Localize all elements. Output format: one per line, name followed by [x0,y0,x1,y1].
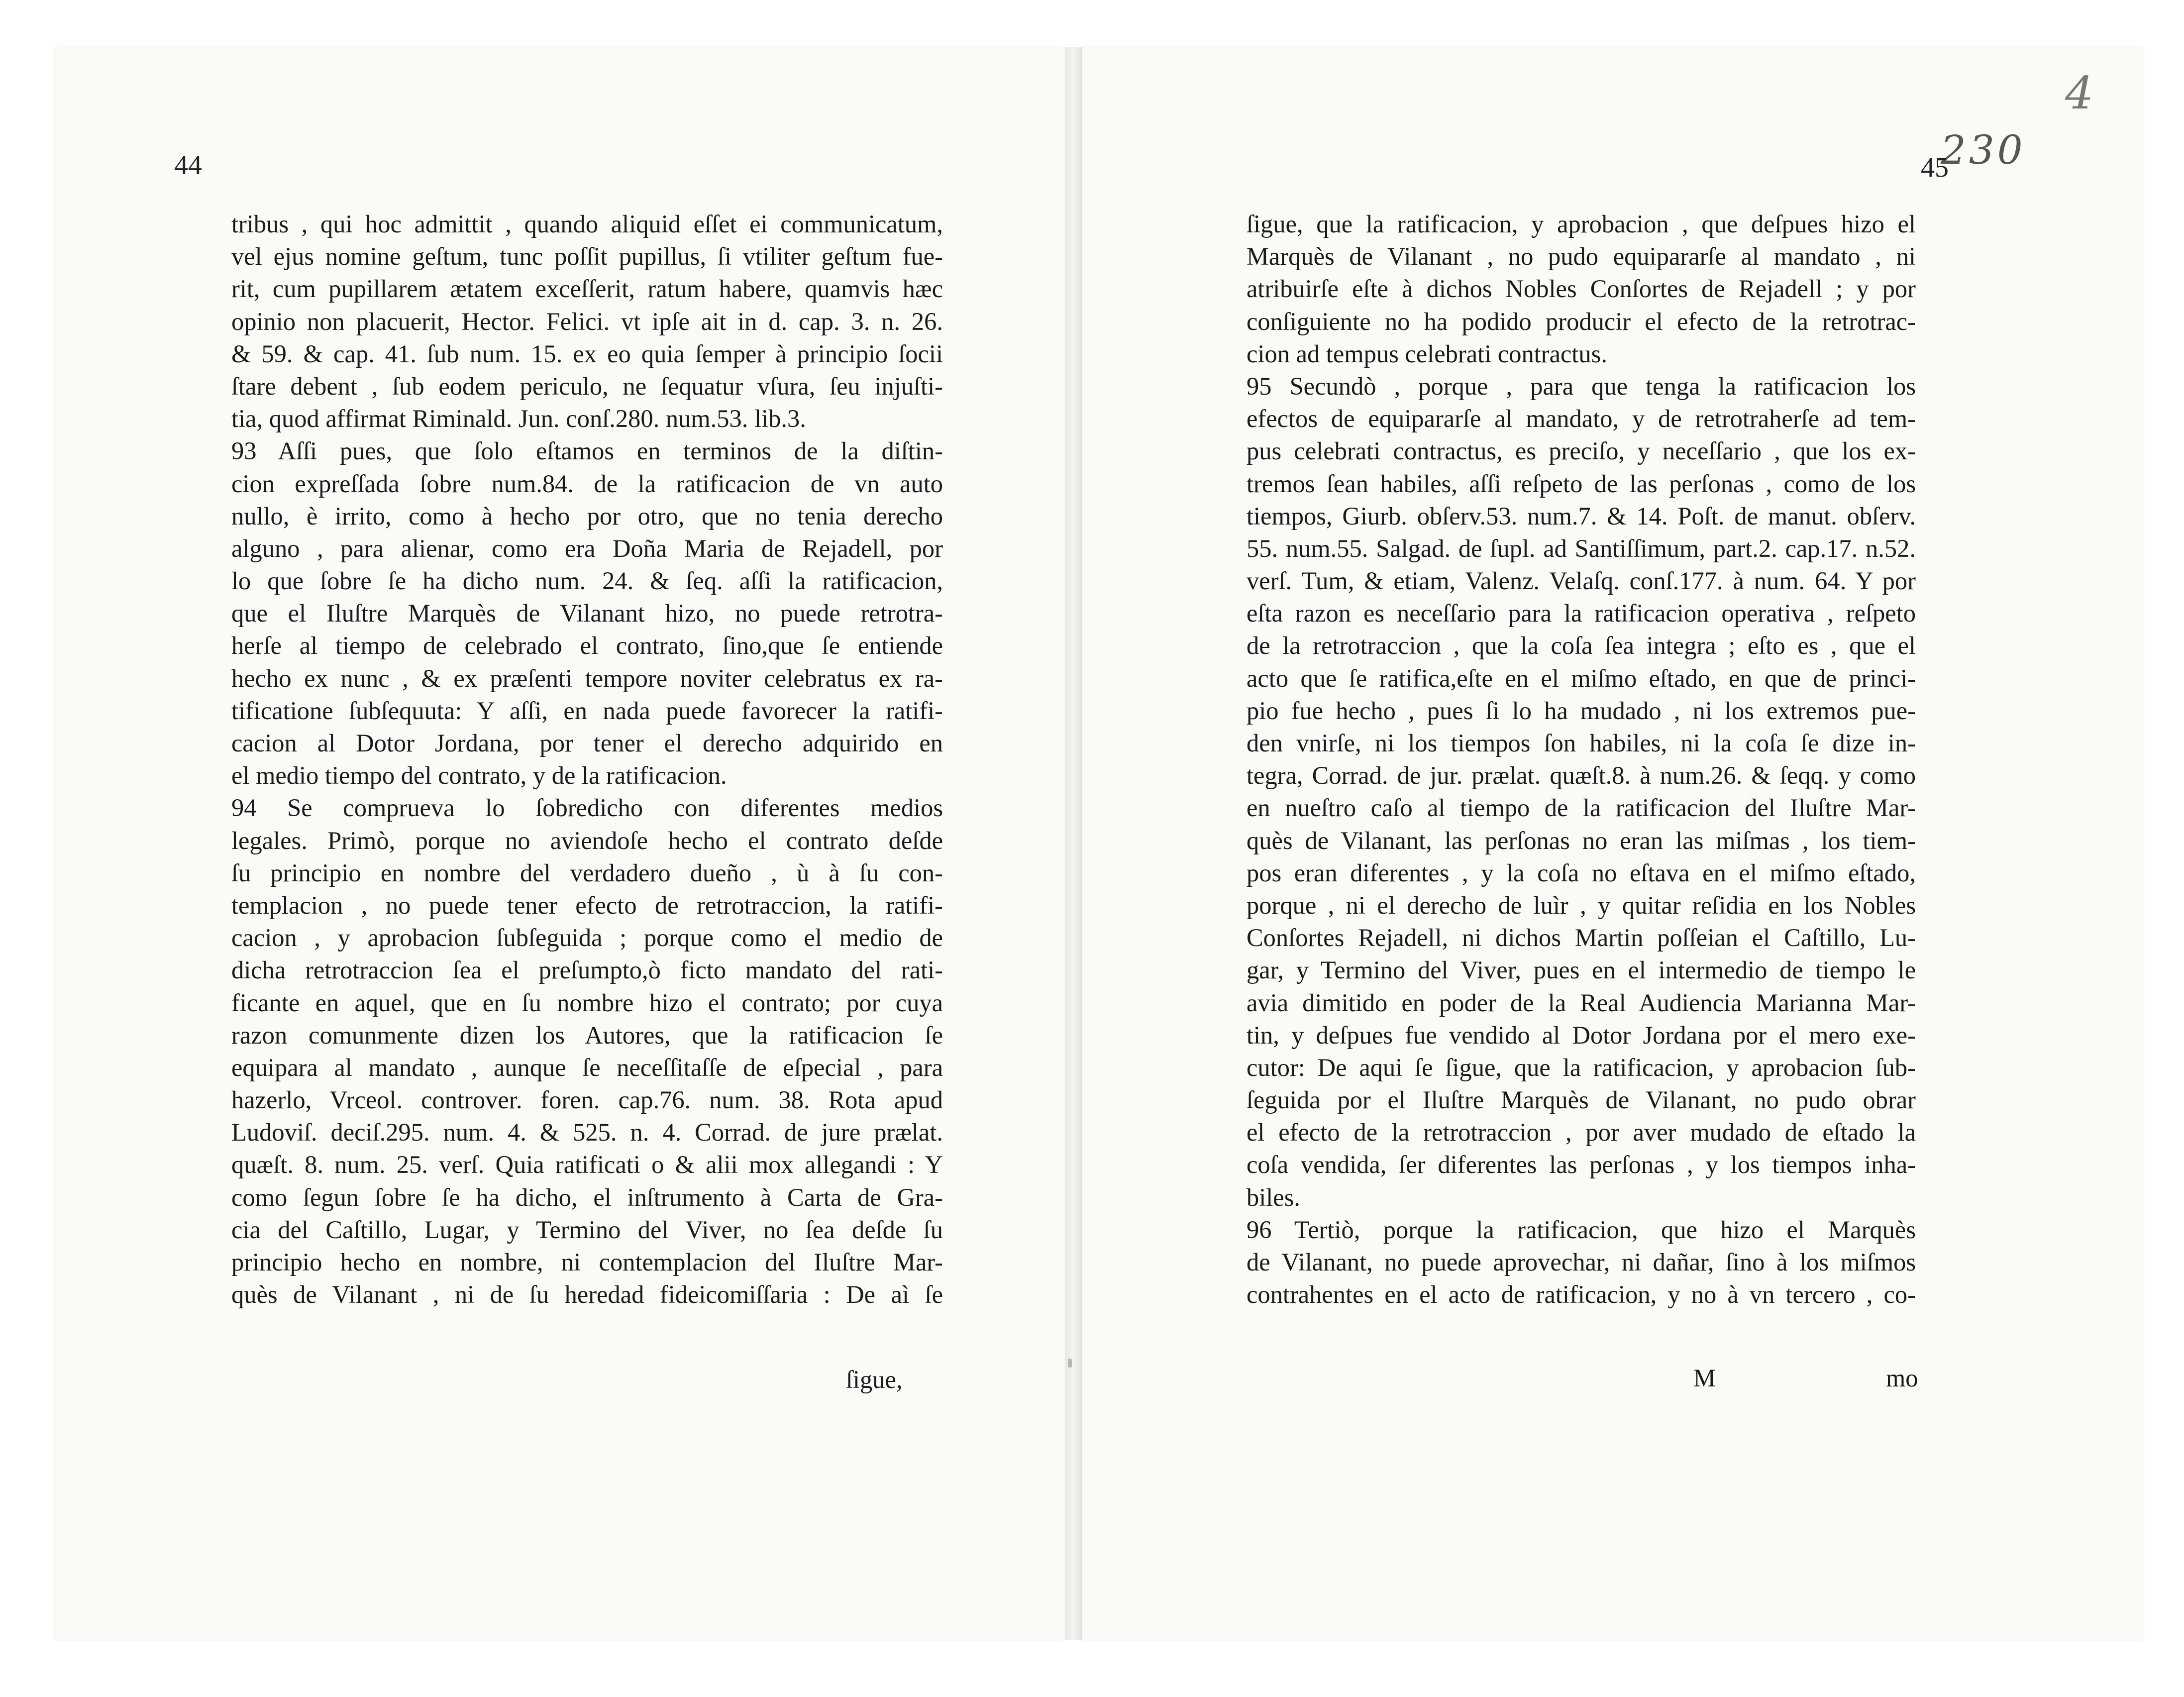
text-line: contrahentes en el acto de ratificacion, y no à vn tercero , co- [1247,1280,1916,1309]
text-line: que el Iluſtre Marquès de Vilanant hizo, no puede retrotra- [231,599,943,628]
text-line: eſta razon es neceſſario para la ratificacion operativa , reſpeto [1247,599,1916,628]
text-line: cacion , y aprobacion ſubſeguida ; porque como el medio de [231,924,943,952]
text-line: hecho ex nunc , & ex præſenti tempore noviter celebratus ex ra- [231,664,943,692]
text-line: atribuirſe eſte à dichos Nobles Conſortes de Rejadell ; y por [1247,275,1916,303]
text-line: avia dimitido en poder de la Real Audiencia Marianna Mar- [1247,988,1916,1017]
text-line: de la retrotraccion , que la coſa ſea integra ; eſto es , que el [1247,632,1916,660]
text-line: efectos de equipararſe al mandato, y de retrotraherſe ad tem- [1247,405,1916,433]
text-line: cion ad tempus celebrati contractus. [1247,339,1607,368]
text-line: tificatione ſubſequuta: Y aſſi, en nada puede favorecer la ratifi- [231,696,943,725]
text-line: ſtare debent , ſub eodem periculo, ne ſequatur vſura, ſeu injuſti- [231,372,943,400]
text-line: pos eran diferentes , y la coſa no eſtava en el miſmo eſtado, [1247,858,1916,887]
text-line: el medio tiempo del contrato, y de la ratificacion. [231,761,727,790]
text-line: tia, quod affirmat Riminald. Jun. conſ.280. num.53. lib.3. [231,405,806,433]
text-line: 94 Se comprueva lo ſobredicho con diferentes medios [231,794,943,822]
text-line: gar, y Termino del Viver, pues en el intermedio de tiempo le [1247,956,1916,984]
text-line: cion expreſſada ſobre num.84. de la ratificacion de vn auto [231,469,943,498]
text-line: tin, y deſpues fue vendido al Dotor Jordana por el mero exe- [1247,1021,1916,1049]
text-line: templacion , no puede tener efecto de retrotraccion, la ratifi- [231,891,943,919]
text-line: ſeguida por el Iluſtre Marquès de Vilanant, no pudo obrar [1247,1086,1916,1114]
text-line: biles. [1247,1183,1301,1211]
text-line: quæſt. 8. num. 25. verſ. Quia ratificati o & alii mox allegandi : Y [231,1151,943,1179]
text-line: rit, cum pupillarem ætatem exceſſerit, ratum habere, quamvis hæc [231,275,943,303]
right-page-number: 45 [1921,152,1949,183]
text-line: & 59. & cap. 41. ſub num. 15. ex eo quia ſemper à principio ſocii [231,339,943,368]
text-line: ficante en aquel, que en ſu nombre hizo el contrato; por cuya [231,988,943,1017]
left-catchword: ſigue, [846,1366,903,1393]
handwritten-corner-mark: 4 [2065,67,2097,119]
text-line: ſigue, que la ratificacion, y aprobacion , que deſpues hizo el [1247,210,1916,238]
text-line: coſa vendida, ſer diferentes las perſonas , y los tiempos inha- [1247,1151,1916,1179]
text-line: nullo, è irrito, como à hecho por otro, que no tenia derecho [231,502,943,530]
text-line: de Vilanant, no puede aprovechar, ni dañar, ſino à los miſmos [1247,1248,1916,1276]
text-line: vel ejus nomine geſtum, tunc poſſit pupillus, ſi vtiliter geſtum fue- [231,242,943,271]
text-line: en nueſtro caſo al tiempo de la ratificacion del Iluſtre Mar- [1247,794,1916,822]
text-line: legales. Primò, porque no aviendoſe hecho el contrato deſde [231,826,943,854]
text-line: verſ. Tum, & etiam, Valenz. Velaſq. conſ.177. à num. 64. Y por [1247,567,1916,595]
text-line: equipara al mandato , aunque ſe neceſſitaſſe de eſpecial , para [231,1053,943,1081]
left-page-text [231,208,943,1311]
text-line: 93 Aſſi pues, que ſolo eſtamos en terminos de la diſtin- [231,437,943,465]
text-line: quès de Vilanant, las perſonas no eran las miſmas , los tiem- [1247,826,1916,854]
left-page-number: 44 [174,150,202,181]
text-line: conſiguiente no ha podido producir el efecto de la retrotrac- [1247,307,1916,335]
book-gutter [1065,47,1082,1640]
text-line: Conſortes Rejadell, ni dichos Martin poſſeian el Caſtillo, Lu- [1247,924,1916,952]
text-line: como ſegun ſobre ſe ha dicho, el inſtrumento à Carta de Gra- [231,1183,943,1211]
text-line: alguno , para alienar, como era Doña Maria de Rejadell, por [231,534,943,562]
text-line: razon comunmente dizen los Autores, que la ratificacion ſe [231,1021,943,1049]
text-line: tremos ſean habiles, aſſi reſpeto de las perſonas , como de los [1247,469,1916,498]
text-line: tribus , qui hoc admittit , quando aliquid eſſet ei communicatum, [231,210,943,238]
text-line: ſu principio en nombre del verdadero dueño , ù à ſu con- [231,858,943,887]
text-line: principio hecho en nombre, ni contemplacion del Iluſtre Mar- [231,1248,943,1276]
right-catchword: mo [1886,1364,1918,1392]
text-line: den vnirſe, ni los tiempos ſon habiles, ni la coſa ſe dize in- [1247,729,1916,757]
text-line: dicha retrotraccion ſea el preſumpto,ò ficto mandato del rati- [231,956,943,984]
text-line: pus celebrati contractus, es preciſo, y neceſſario , que los ex- [1247,437,1916,465]
text-line: acto que ſe ratifica,eſte en el miſmo eſtado, en que de princi- [1247,664,1916,692]
handwritten-folio-number: 230 [1941,127,2026,173]
binding-mark [1068,1359,1072,1368]
text-line: 96 Tertiò, porque la ratificacion, que hizo el Marquès [1247,1215,1916,1244]
text-line: 95 Secundò , porque , para que tenga la ratificacion los [1247,372,1916,400]
signature-mark: M [1693,1364,1716,1392]
text-line: herſe al tiempo de celebrado el contrato, ſino,que ſe entiende [231,632,943,660]
right-page-text [1247,208,1916,1311]
text-line: pio fue hecho , pues ſi lo ha mudado , ni los extremos pue- [1247,696,1916,725]
text-line: Ludoviſ. deciſ.295. num. 4. & 525. n. 4. Corrad. de jure prælat. [231,1118,943,1147]
text-line: cacion al Dotor Jordana, por tener el derecho adquirido en [231,729,943,757]
text-line: 55. num.55. Salgad. de ſupl. ad Santiſſimum, part.2. cap.17. n.52. [1247,534,1916,562]
text-line: lo que ſobre ſe ha dicho num. 24. & ſeq. aſſi la ratificacion, [231,567,943,595]
text-line: porque , ni el derecho de luìr , y quitar reſidia en los Nobles [1247,891,1916,919]
text-line: hazerlo, Vrceol. controver. foren. cap.76. num. 38. Rota apud [231,1086,943,1114]
text-line: cia del Caſtillo, Lugar, y Termino del Viver, no ſea deſde ſu [231,1215,943,1244]
text-line: opinio non placuerit, Hector. Felici. vt ipſe ait in d. cap. 3. n. 26. [231,307,943,335]
text-line: Marquès de Vilanant , no pudo equipararſe al mandato , ni [1247,242,1916,271]
text-line: el efecto de la retrotraccion , por aver mudado de eſtado la [1247,1118,1916,1147]
text-line: quès de Vilanant , ni de ſu heredad fideicomiſſaria : De aì ſe [231,1280,943,1309]
text-line: tiempos, Giurb. obſerv.53. num.7. & 14. Poſt. de manut. obſerv. [1247,502,1916,530]
text-line: cutor: De aqui ſe ſigue, que la ratificacion, y aprobacion ſub- [1247,1053,1916,1081]
text-line: tegra, Corrad. de jur. prælat. quæſt.8. à num.26. & ſeqq. y como [1247,761,1916,790]
